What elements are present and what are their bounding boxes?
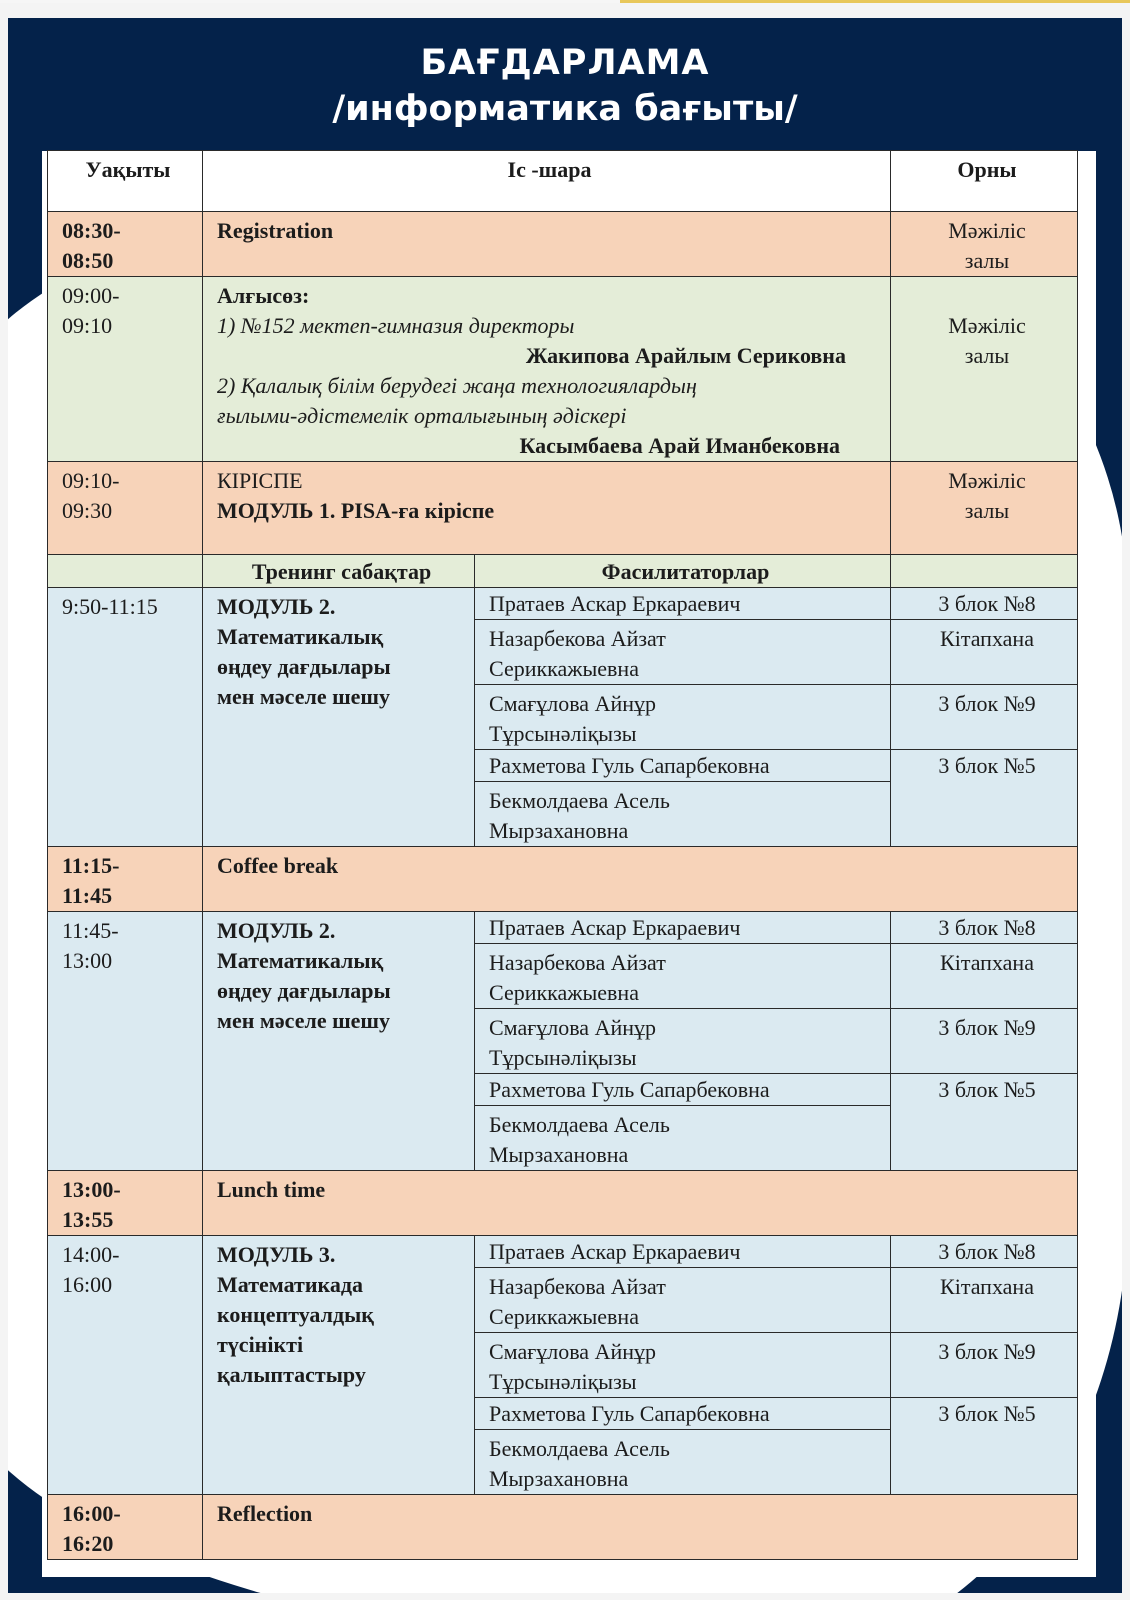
time-cell: [48, 212, 203, 277]
place-cell: 3 блок №5: [891, 750, 1078, 847]
event-cell: Registration: [203, 212, 891, 277]
place-cell: Кітапхана: [891, 944, 1078, 1009]
time-end: 09:10: [62, 313, 113, 338]
time-end: 13:55: [62, 1207, 114, 1232]
time-start: 11:15-: [62, 853, 120, 878]
facilitator-name-line: Сериккажыевна: [489, 1304, 639, 1329]
module-line: өңдеу дағдылары: [217, 978, 391, 1003]
header-event: Іс -шара: [203, 151, 891, 212]
module-line: Математикада: [217, 1272, 363, 1297]
row-subheader: [48, 555, 1078, 588]
time-cell: [48, 462, 203, 555]
facilitator-name-line: Смағұлова Айнұр: [489, 1339, 657, 1364]
place-cell: Кітапхана: [891, 620, 1078, 685]
row-registration: [48, 212, 1078, 277]
facilitator-cell: [475, 685, 891, 750]
module-line: түсінікті: [217, 1332, 304, 1357]
session-row: [48, 588, 1078, 620]
place-cell: Кітапхана: [891, 1268, 1078, 1333]
facilitator-cell: Пратаев Аскар Еркараевич: [475, 912, 891, 944]
place-cell: 3 блок №9: [891, 1009, 1078, 1074]
facilitator-cell: [475, 1268, 891, 1333]
facilitator-cell: [475, 620, 891, 685]
place-cell: 3 блок №9: [891, 1333, 1078, 1398]
module-line: өңдеу дағдылары: [217, 654, 391, 679]
facilitator-name-line: Тұрсынәліқызы: [489, 721, 637, 746]
time-cell: [48, 1171, 203, 1236]
facilitator-cell: [475, 1009, 891, 1074]
facilitator-name-line: Сериккажыевна: [489, 980, 639, 1005]
place-cell: 3 блок №5: [891, 1398, 1078, 1495]
module-line: Математикалық: [217, 624, 384, 649]
time-start: 13:00-: [62, 1177, 121, 1202]
facilitator-name-line: Назарбекова Айзат: [489, 950, 666, 975]
row-coffee-break: [48, 847, 1078, 912]
module-line: Математикалық: [217, 948, 384, 973]
opening-line: ғылыми-әдістемелік орталығының әдіскері: [217, 403, 627, 428]
event-cell: Reflection: [203, 1495, 1078, 1560]
header-time: Уақыты: [48, 151, 203, 212]
place-cell: 3 блок №9: [891, 685, 1078, 750]
place-line-2: залы: [964, 248, 1010, 273]
page-subtitle: /информатика бағыты/: [332, 89, 798, 129]
facilitator-name-line: Тұрсынәліқызы: [489, 1045, 637, 1070]
facilitator-cell: [475, 1430, 891, 1495]
empty-cell: [48, 555, 203, 588]
event-cell: [203, 462, 891, 555]
intro-label: КІРІСПЕ: [217, 468, 303, 493]
time-end: 16:20: [62, 1531, 114, 1556]
opening-title: Алғысөз:: [217, 283, 310, 308]
place-cell: [891, 212, 1078, 277]
module-line: МОДУЛЬ 3.: [217, 1242, 336, 1267]
facilitator-name-line: Назарбекова Айзат: [489, 1274, 666, 1299]
poster-header: [8, 40, 1122, 132]
speaker-name: Жакипова Арайлым Сериковна: [525, 343, 846, 368]
facilitator-cell: Пратаев Аскар Еркараевич: [475, 588, 891, 620]
facilitator-name-line: Сериккажыевна: [489, 656, 639, 681]
place-line-1: Мәжіліс: [948, 468, 1026, 493]
page-title: БАҒДАРЛАМА: [420, 43, 710, 83]
time-cell: [48, 912, 203, 1171]
module-title: МОДУЛЬ 1. PISA-ға кіріспе: [217, 498, 495, 523]
time-end: 08:50: [62, 248, 114, 273]
facilitator-name-line: Смағұлова Айнұр: [489, 691, 657, 716]
time-end: 11:45: [62, 883, 113, 908]
time-cell: [48, 1236, 203, 1495]
place-line-2: залы: [964, 498, 1010, 523]
facilitator-name-line: Смағұлова Айнұр: [489, 1015, 657, 1040]
session-row: [48, 1236, 1078, 1268]
facilitator-cell: [475, 782, 891, 847]
time-start: 16:00-: [62, 1501, 121, 1526]
training-header: Тренинг сабақтар: [203, 555, 475, 588]
module-line: мен мәселе шешу: [217, 1008, 390, 1033]
time-cell: 9:50-11:15: [48, 588, 203, 847]
place-line-2: залы: [964, 343, 1010, 368]
module-line: концептуалдық: [217, 1302, 374, 1327]
time-end: 09:30: [62, 498, 113, 523]
event-cell: Lunch time: [203, 1171, 1078, 1236]
place-cell: 3 блок №5: [891, 1074, 1078, 1171]
place-cell: 3 блок №8: [891, 1236, 1078, 1268]
session-row: [48, 912, 1078, 944]
row-opening: [48, 277, 1078, 462]
time-cell: [48, 1495, 203, 1560]
top-accent-bar: [620, 0, 1130, 3]
facilitator-cell: Рахметова Гуль Сапарбековна: [475, 1074, 891, 1106]
program-table: [47, 150, 1078, 1560]
facilitator-cell: Рахметова Гуль Сапарбековна: [475, 750, 891, 782]
table-header-row: [48, 151, 1078, 212]
facilitator-name-line: Бекмолдаева Асель: [489, 788, 670, 813]
module-cell: [203, 588, 475, 847]
facilitator-name-line: Бекмолдаева Асель: [489, 1436, 670, 1461]
place-cell: 3 блок №8: [891, 588, 1078, 620]
facilitator-cell: Рахметова Гуль Сапарбековна: [475, 1398, 891, 1430]
place-cell: [891, 462, 1078, 555]
facilitators-header: Фасилитаторлар: [475, 555, 891, 588]
speaker-name: Касымбаева Арай Иманбековна: [519, 433, 840, 458]
facilitator-name-line: Бекмолдаева Асель: [489, 1112, 670, 1137]
module-line: қалыптастыру: [217, 1362, 366, 1387]
facilitator-cell: [475, 944, 891, 1009]
module-line: МОДУЛЬ 2.: [217, 594, 336, 619]
place-line-1: Мәжіліс: [948, 218, 1026, 243]
time-cell: [48, 847, 203, 912]
facilitator-cell: Пратаев Аскар Еркараевич: [475, 1236, 891, 1268]
row-intro: [48, 462, 1078, 555]
time-cell: [48, 277, 203, 462]
module-line: мен мәселе шешу: [217, 684, 390, 709]
place-cell: 3 блок №8: [891, 912, 1078, 944]
event-cell: [203, 277, 891, 462]
empty-cell: [891, 555, 1078, 588]
time-start: 09:10-: [62, 468, 120, 493]
place-cell: [891, 277, 1078, 462]
time-start: 11:45-: [62, 918, 119, 943]
time-end: 13:00: [62, 948, 113, 973]
event-cell: Coffee break: [203, 847, 1078, 912]
module-cell: [203, 1236, 475, 1495]
facilitator-name-line: Назарбекова Айзат: [489, 626, 666, 651]
time-end: 16:00: [62, 1272, 113, 1297]
top-strip: [0, 0, 1130, 3]
facilitator-name-line: Тұрсынәліқызы: [489, 1369, 637, 1394]
module-line: МОДУЛЬ 2.: [217, 918, 336, 943]
time-start: 08:30-: [62, 218, 121, 243]
place-line-1: Мәжіліс: [948, 313, 1026, 338]
opening-line: 2) Қалалық білім берудегі жаңа технологиялардың: [217, 373, 697, 398]
facilitator-name-line: Мырзахановна: [489, 818, 629, 843]
facilitator-cell: [475, 1106, 891, 1171]
module-cell: [203, 912, 475, 1171]
row-reflection: [48, 1495, 1078, 1560]
header-place: Орны: [891, 151, 1078, 212]
facilitator-name-line: Мырзахановна: [489, 1142, 629, 1167]
time-start: 14:00-: [62, 1242, 120, 1267]
facilitator-name-line: Мырзахановна: [489, 1466, 629, 1491]
row-lunch: [48, 1171, 1078, 1236]
facilitator-cell: [475, 1333, 891, 1398]
opening-line: 1) №152 мектеп-гимназия директоры: [217, 313, 575, 338]
time-start: 09:00-: [62, 283, 120, 308]
